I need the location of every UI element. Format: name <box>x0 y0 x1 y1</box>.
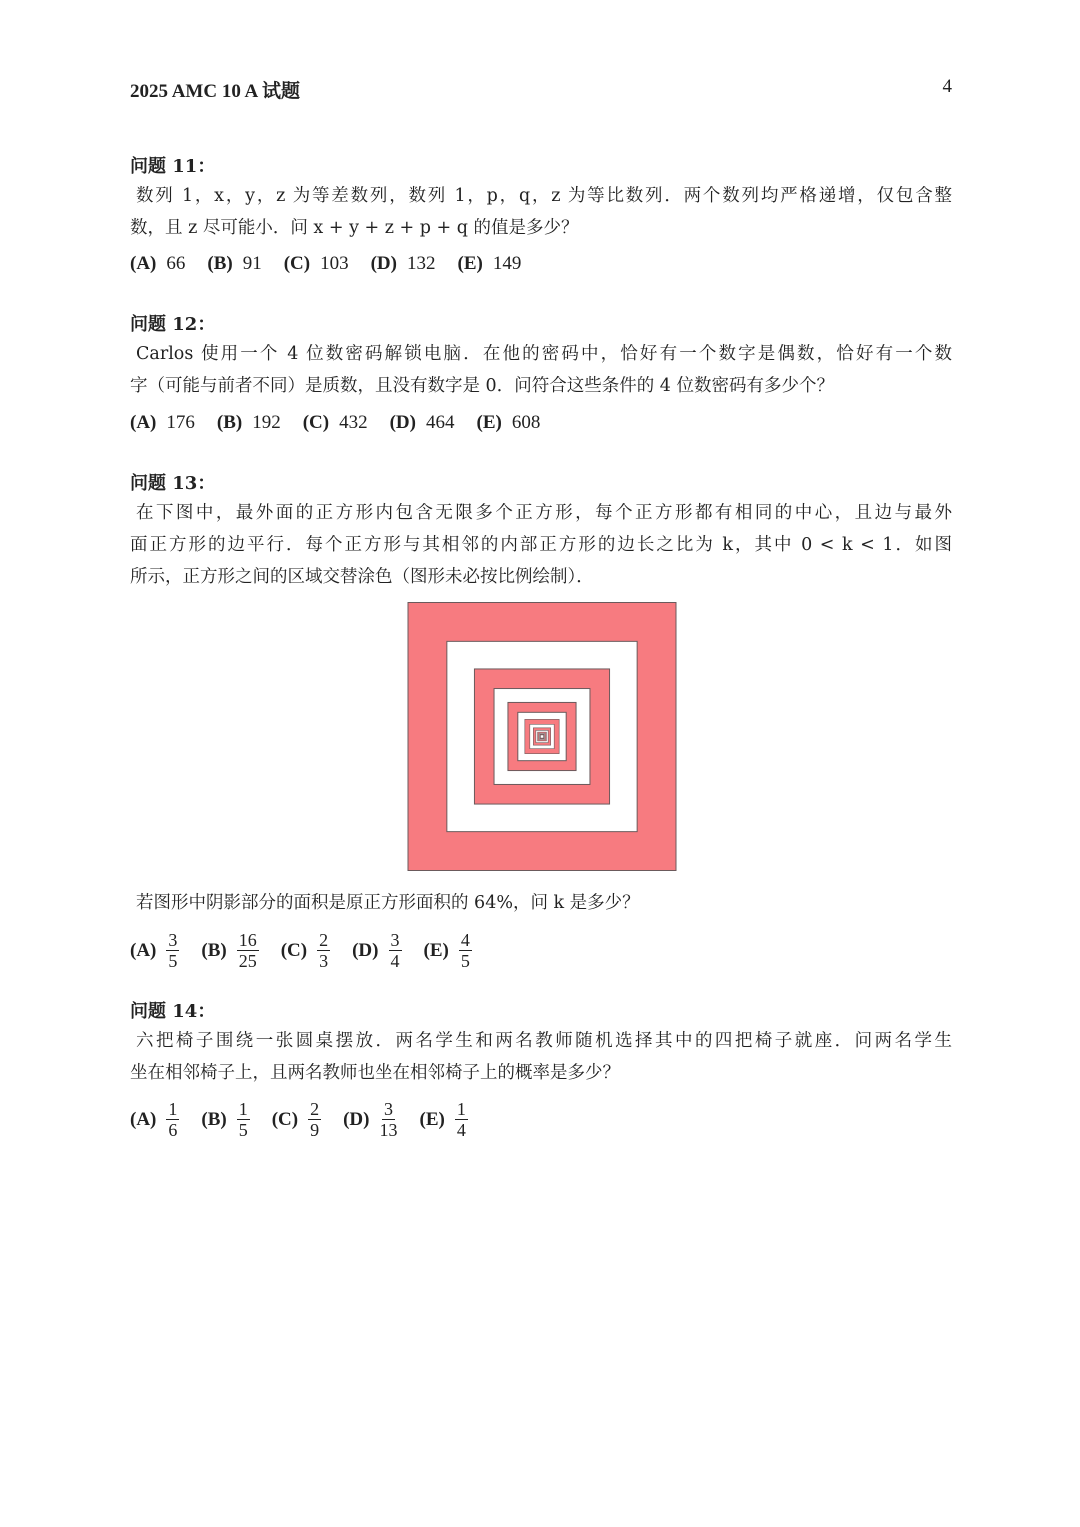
choice-fraction <box>237 1099 250 1140</box>
choice-label: (E) <box>476 412 502 433</box>
choice-value: 91 <box>242 253 262 274</box>
question-13-choices <box>130 930 494 971</box>
choice-label: (E) <box>419 1108 445 1130</box>
numerator: 2 <box>310 1099 320 1119</box>
denominator: 5 <box>168 951 178 971</box>
choice-label: (A) <box>130 1108 157 1130</box>
question-13-title: 问题 13： <box>130 473 216 494</box>
choice-label: (B) <box>216 412 243 433</box>
numerator: 1 <box>456 1099 466 1119</box>
answer-choice <box>424 930 472 971</box>
answer-choice <box>343 1099 397 1140</box>
choice-label: (A) <box>130 412 157 433</box>
answer-choice <box>458 253 522 275</box>
header-title: 2025 AMC 10 A 试题 <box>130 81 300 102</box>
choice-label: (D) <box>389 412 416 433</box>
denominator: 6 <box>168 1120 178 1140</box>
choice-fraction <box>237 930 259 971</box>
choice-fraction <box>455 1099 468 1140</box>
answer-choice <box>130 253 185 275</box>
denominator: 4 <box>390 951 400 971</box>
choice-label: (D) <box>370 253 397 274</box>
choice-fraction <box>308 1099 321 1140</box>
choice-label: (C) <box>280 939 308 961</box>
choice-fraction <box>317 930 330 971</box>
question-14-title: 问题 14： <box>130 1001 216 1022</box>
choice-fraction <box>166 1099 179 1140</box>
choice-label: (A) <box>130 253 157 274</box>
choice-value: 149 <box>492 253 522 274</box>
numerator: 1 <box>238 1099 248 1119</box>
denominator: 3 <box>319 951 329 971</box>
question-14-choices <box>130 1099 490 1140</box>
answer-choice <box>477 412 541 434</box>
numerator: 3 <box>168 930 178 950</box>
question-13-text: 面正方形的边平行．每个正方形与其相邻的内部正方形的边长之比为 k，其中 0 < k < 1．如图 <box>130 535 952 555</box>
question-12-text: Carlos 使用一个 4 位数密码解锁电脑．在他的密码中，恰好有一个数字是偶数，恰好有一个数 <box>136 344 952 364</box>
question-14-text: 六把椅子围绕一张圆桌摆放．两名学生和两名教师随机选择其中的四把椅子就座．问两名学生 <box>136 1031 952 1051</box>
answer-choice <box>272 1099 321 1140</box>
answer-choice <box>420 1099 468 1140</box>
choice-value: 66 <box>166 253 186 274</box>
denominator: 13 <box>379 1120 398 1140</box>
answer-choice <box>130 412 195 434</box>
choice-value: 176 <box>166 412 195 433</box>
answer-choice <box>207 253 261 275</box>
denominator: 5 <box>460 951 470 971</box>
answer-choice <box>130 1099 179 1140</box>
choice-label: (C) <box>302 412 330 433</box>
choice-label: (B) <box>201 1108 227 1130</box>
numerator: 1 <box>168 1099 178 1119</box>
choice-value: 192 <box>252 412 281 433</box>
question-12-choices <box>130 412 562 434</box>
choice-value: 608 <box>511 412 541 433</box>
answer-choice <box>352 930 401 971</box>
answer-choice <box>201 1099 249 1140</box>
choice-value: 103 <box>320 253 349 274</box>
numerator: 3 <box>390 930 400 950</box>
question-13-text: 在下图中，最外面的正方形内包含无限多个正方形，每个正方形都有相同的中心，且边与最外 <box>136 503 952 523</box>
denominator: 5 <box>238 1120 248 1140</box>
numerator: 16 <box>238 930 257 950</box>
question-13-text: 若图形中阴影部分的面积是原正方形面积的 64%，问 k 是多少？ <box>136 893 640 913</box>
choice-label: (B) <box>201 939 227 961</box>
choice-value: 464 <box>426 412 455 433</box>
choice-label: (D) <box>352 939 379 961</box>
answer-choice <box>390 412 455 434</box>
question-11-text: 数列 1，x，y，z 为等差数列，数列 1，p，q，z 为等比数列．两个数列均严格递增，仅包含整 <box>136 186 952 206</box>
answer-choice <box>217 412 281 434</box>
choice-label: (D) <box>343 1108 370 1130</box>
question-11-text: 数，且 z 尽可能小．问 x + y + z + p + q 的值是多少？ <box>130 218 579 238</box>
answer-choice <box>281 930 330 971</box>
choice-fraction <box>389 930 402 971</box>
choice-label: (E) <box>423 939 449 961</box>
question-11-title: 问题 11： <box>130 156 216 177</box>
denominator: 25 <box>238 951 257 971</box>
question-12-title: 问题 12： <box>130 314 216 335</box>
choice-label: (B) <box>207 253 233 274</box>
numerator: 2 <box>319 930 329 950</box>
question-12-text: 字（可能与前者不同）是质数，且没有数字是 0．问符合这些条件的 4 位数密码有多少个？ <box>130 376 834 396</box>
answer-choice <box>284 253 349 275</box>
numerator: 4 <box>460 930 470 950</box>
choice-fraction <box>166 930 179 971</box>
answer-choice <box>130 930 179 971</box>
page-number: 4 <box>942 76 952 97</box>
answer-choice <box>201 930 258 971</box>
question-13-text: 所示，正方形之间的区域交替涂色（图形未必按比例绘制）． <box>130 567 594 587</box>
nested-squares-figure <box>407 602 677 871</box>
choice-fraction <box>380 1099 398 1140</box>
choice-value: 132 <box>407 253 436 274</box>
white-square <box>540 735 543 738</box>
choice-label: (A) <box>130 939 157 961</box>
choice-label: (E) <box>457 253 483 274</box>
choice-fraction <box>459 930 472 971</box>
choice-value: 432 <box>339 412 368 433</box>
answer-choice <box>303 412 368 434</box>
numerator: 3 <box>384 1099 393 1119</box>
question-11-choices <box>130 253 543 275</box>
question-14-text: 坐在相邻椅子上，且两名教师也坐在相邻椅子上的概率是多少？ <box>130 1063 620 1083</box>
denominator: 9 <box>310 1120 320 1140</box>
choice-label: (C) <box>271 1108 299 1130</box>
denominator: 4 <box>456 1120 466 1140</box>
answer-choice <box>371 253 436 275</box>
choice-label: (C) <box>283 253 311 274</box>
